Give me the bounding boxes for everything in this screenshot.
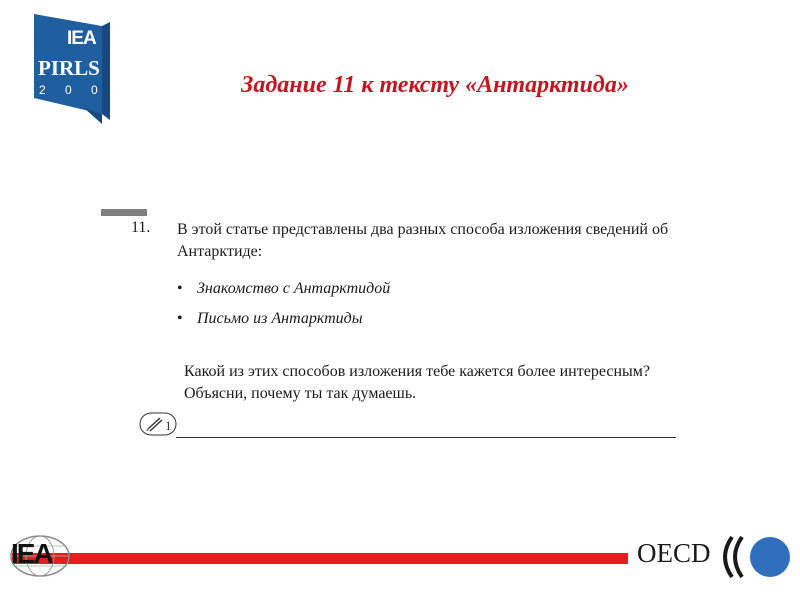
option-item (177, 310, 363, 328)
iea-footer-logo-text: IEA (11, 538, 52, 569)
question-text: В этой статье представлены два разных способа изложения сведений об Антарктиде: (177, 221, 669, 260)
pencil-icon (139, 412, 177, 436)
pirls-logo-year: 2 0 0 6 (39, 83, 132, 97)
question-prompt: Какой из этих способов изложения тебе кажется более интересным? Объясни, почему ты так думаешь. (184, 363, 650, 402)
option-label: Знакомство с Антарктидой (197, 280, 391, 297)
page-title: Задание 11 к тексту «Антарктида» (241, 72, 629, 98)
footer-bar (12, 553, 628, 564)
oecd-logo-text: OECD (637, 538, 711, 568)
bullet-icon: • (177, 310, 183, 327)
option-label: Письмо из Антарктиды (197, 310, 363, 327)
bullet-icon: • (177, 280, 183, 297)
oecd-logo-icon (716, 535, 792, 579)
answer-line[interactable] (176, 437, 676, 438)
pirls-logo-name: PIRLS (38, 56, 100, 80)
pirls-logo-iea: IEA (67, 28, 96, 49)
question-number: 11. (131, 219, 151, 236)
option-item (177, 280, 390, 298)
question-marker (101, 209, 147, 216)
points-value: 1 (165, 418, 172, 433)
